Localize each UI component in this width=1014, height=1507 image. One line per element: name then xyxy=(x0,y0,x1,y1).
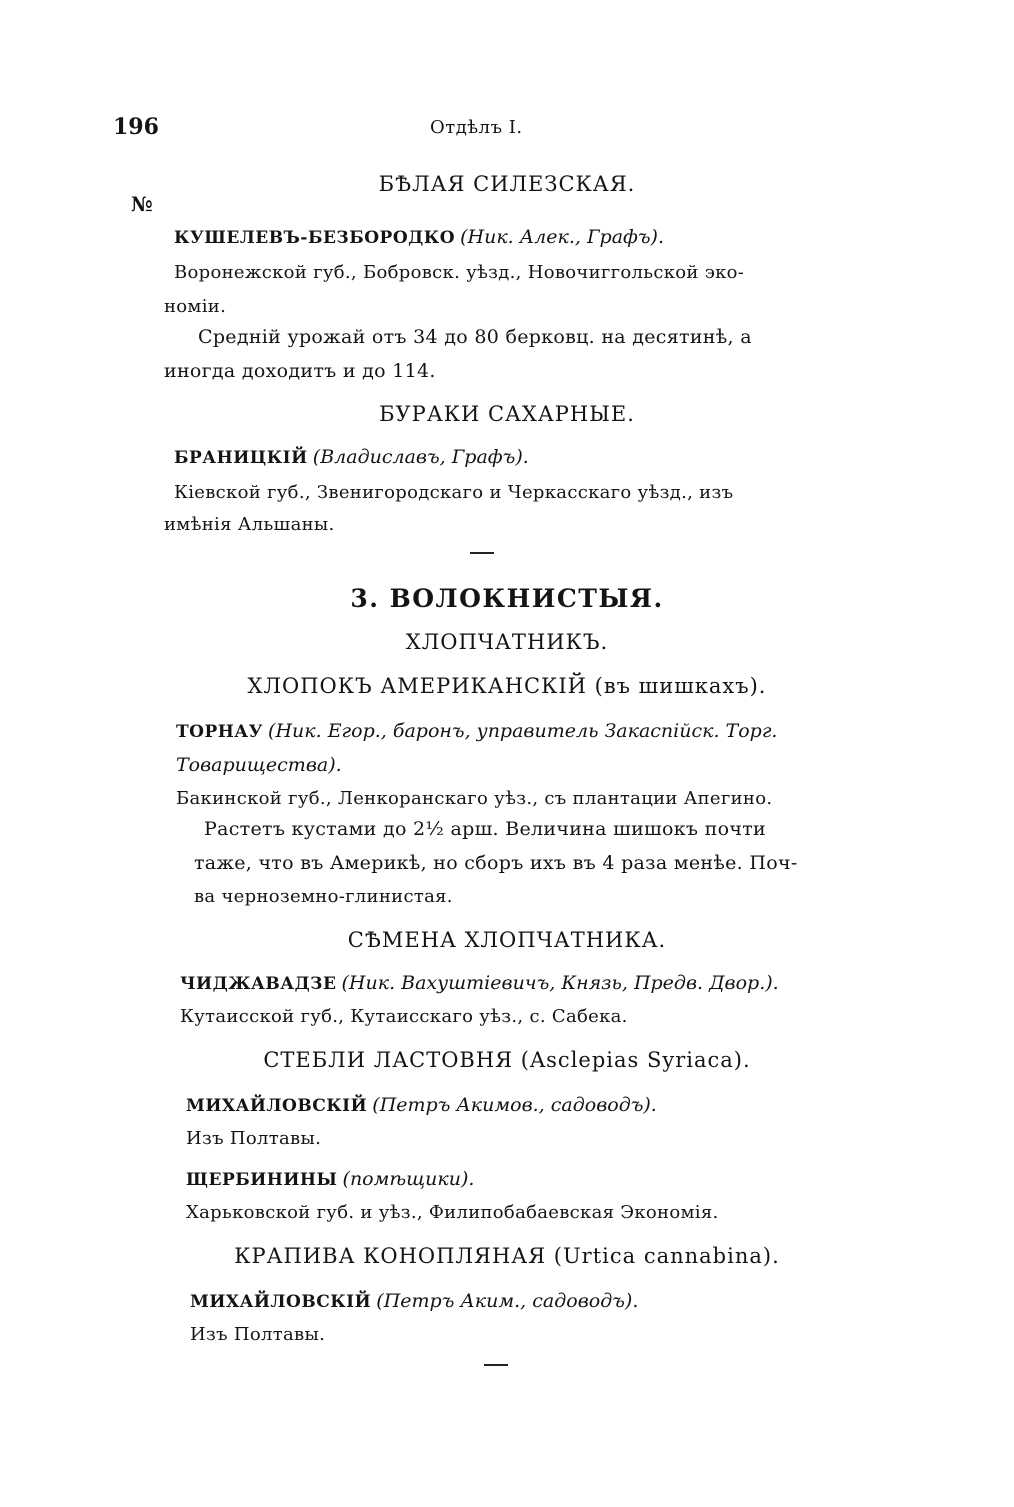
note-line: иногда доходитъ и до 114. xyxy=(164,360,436,382)
exhibitor-name: БРАНИЦКIЙ xyxy=(174,448,308,468)
entry-branicki xyxy=(174,446,529,468)
location-line: Изъ Полтавы. xyxy=(186,1128,322,1149)
exhibitor-name: МИХАЙЛОВСКIЙ xyxy=(190,1292,372,1312)
exhibitor-detail: (Петръ Аким., садоводъ). xyxy=(376,1290,639,1312)
heading-cotton-seeds: СѢМЕНА ХЛОПЧАТНИКА. xyxy=(347,928,667,952)
note-line: ва черноземно-глинистая. xyxy=(194,886,453,907)
location-line: Изъ Полтавы. xyxy=(190,1324,326,1345)
divider xyxy=(484,1364,508,1366)
exhibitor-name: КУШЕЛЕВЪ-БЕЗБОРОДКО xyxy=(174,228,456,248)
location-line: Харьковской губ. и уѣз., Филипобабаевская Экономiя. xyxy=(186,1202,719,1223)
location-line: номіи. xyxy=(164,296,227,317)
entry-chijavadze xyxy=(180,972,779,994)
heading-sugar-beet: БУРАКИ САХАРНЫЕ. xyxy=(379,402,635,426)
entry-shcherbinin xyxy=(186,1168,474,1190)
heading-cotton-plant: ХЛОПЧАТНИКЪ. xyxy=(405,630,609,654)
exhibitor-name: ТОРНАУ xyxy=(176,722,263,742)
location-line: Кіевской губ., Звенигородскаго и Черкасскаго уѣзд., изъ xyxy=(174,482,734,503)
location-line: имѣнія Альшаны. xyxy=(164,514,335,535)
note-line: Среднiй урожай отъ 34 до 80 берковц. на десятинѣ, а xyxy=(198,326,752,348)
exhibitor-name: ЩЕРБИНИНЫ xyxy=(186,1170,338,1190)
heading-american-cotton: ХЛОПОКЪ АМЕРИКАНСКIЙ (въ шишкахъ). xyxy=(247,674,767,698)
exhibitor-detail: (Ник. Алек., Графъ). xyxy=(460,226,665,248)
heading-white-silesian: БѢЛАЯ СИЛЕЗСКАЯ. xyxy=(378,172,636,196)
exhibitor-detail: (помѣщики). xyxy=(342,1168,475,1190)
number-sign: № xyxy=(131,192,153,216)
divider xyxy=(470,552,494,554)
location-line: Бакинской губ., Ленкоранскаго уѣз., съ плантации Апегино. xyxy=(176,788,773,809)
running-head: Отдѣлъ I. xyxy=(430,117,523,138)
exhibitor-detail: (Ник. Вахуштiевичъ, Князь, Предв. Двор.). xyxy=(341,972,779,994)
page-number: 196 xyxy=(113,114,159,140)
exhibitor-name: МИХАЙЛОВСКIЙ xyxy=(186,1096,368,1116)
note-line: таже, что въ Америкѣ, но сборъ ихъ въ 4 раза менѣе. Поч- xyxy=(194,852,798,874)
exhibitor-detail: (Петръ Акимов., садоводъ). xyxy=(372,1094,657,1116)
location-line: Воронежской губ., Бобровск. уѣзд., Новочиггольской эко- xyxy=(174,262,745,283)
entry-mikhailovsky xyxy=(186,1094,657,1116)
location-line: Кутаисской губ., Кутаисскаго уѣз., с. Сабека. xyxy=(180,1006,628,1027)
exhibitor-detail-continued: Товарищества). xyxy=(176,754,342,776)
exhibitor-detail: (Владиславъ, Графъ). xyxy=(312,446,529,468)
entry-mikhailovsky-2 xyxy=(190,1290,638,1312)
entry-tornau xyxy=(176,720,777,742)
note-line: Растетъ кустами до 2½ арш. Величина шишокъ почти xyxy=(204,818,766,840)
entry-kushelev xyxy=(174,226,664,248)
heading-hemp-nettle: КРАПИВА КОНОПЛЯНАЯ (Urtica cannabina). xyxy=(234,1244,780,1268)
section-title-fibrous: 3. ВОЛОКНИСТЫЯ. xyxy=(350,584,664,613)
exhibitor-name: ЧИДЖАВАДЗЕ xyxy=(180,974,337,994)
heading-swallowwort: СТЕБЛИ ЛАСТОВНЯ (Asclepias Syriaca). xyxy=(263,1048,751,1072)
exhibitor-detail: (Ник. Егор., баронъ, управитель Закаспiйск. Торг. xyxy=(268,720,778,742)
